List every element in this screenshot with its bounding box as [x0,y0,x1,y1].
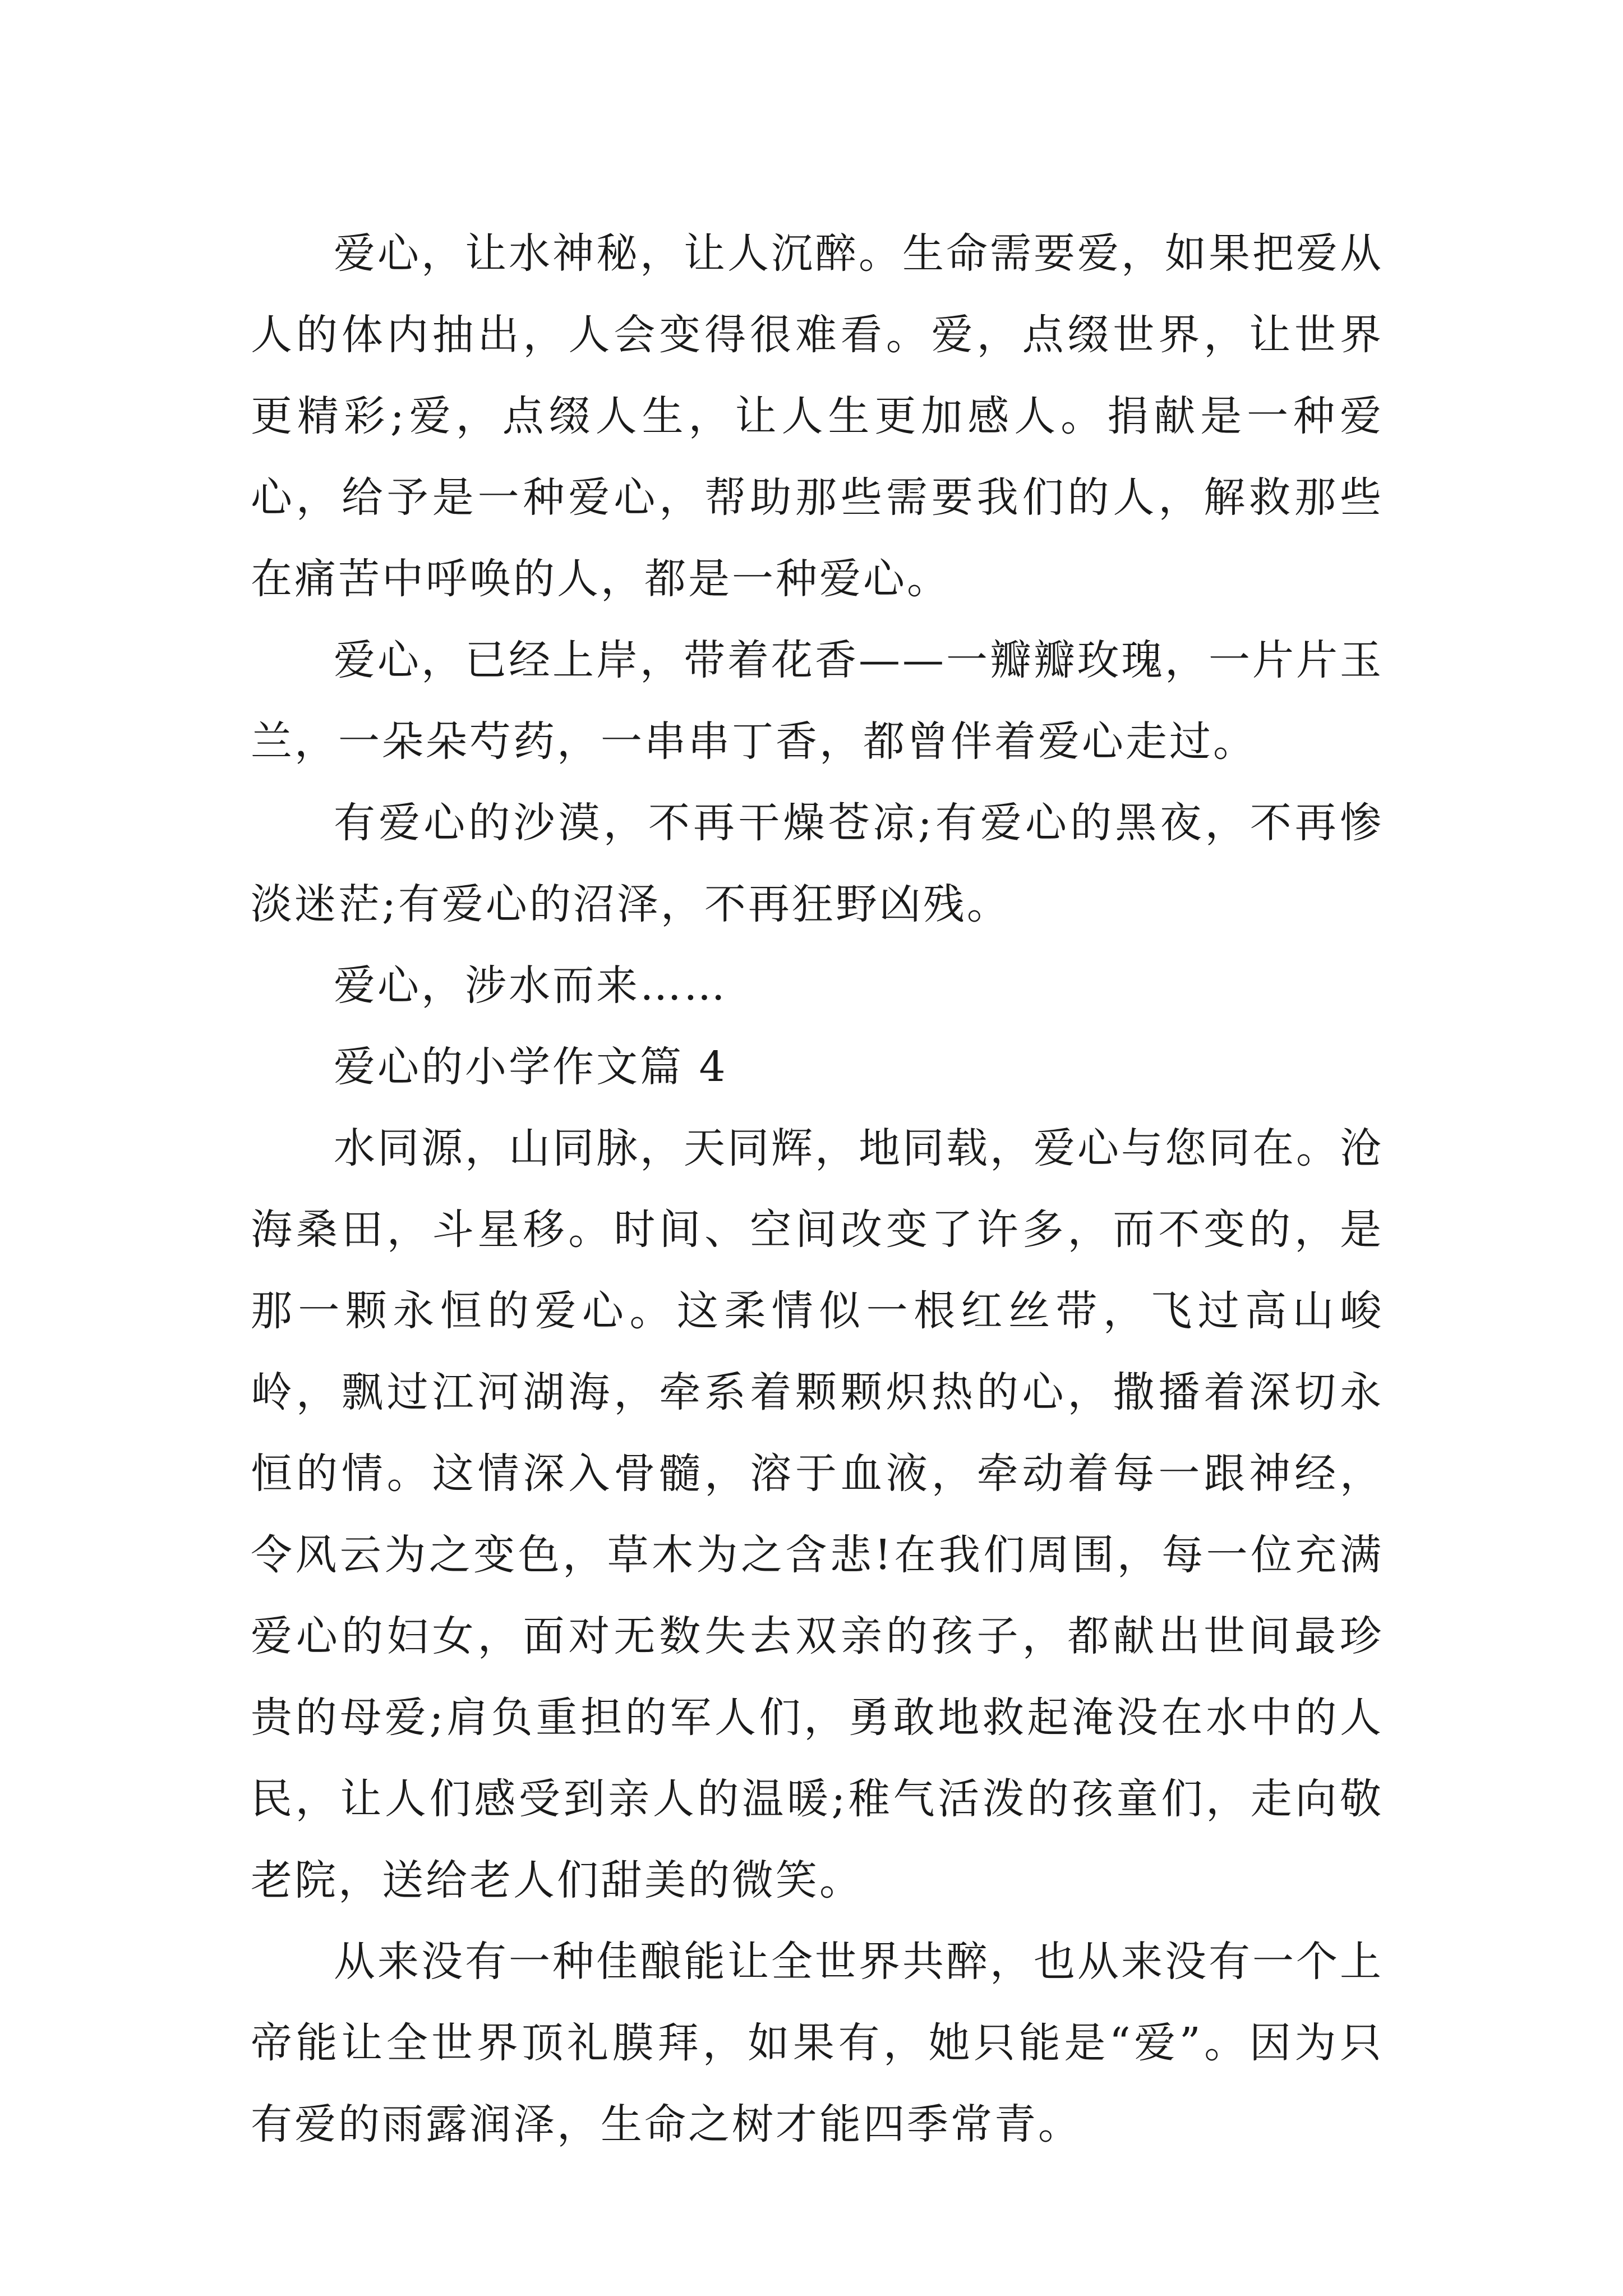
paragraph: 爱心，涉水而来…… [334,961,727,1010]
section-heading: 爱心的小学作文篇 4 [334,1043,728,1091]
document-body [251,213,1384,2165]
paragraph: 爱心，让水神秘，让人沉醉。生命需要爱，如果把爱从人的体内抽出，人会变得很难看。爱，点缀世界，让世界更精彩;爱，点缀人生，让人生更加感人。捐献是一种爱心，给予是一种爱心，帮助那些需要我们的人，解救那些在痛苦中呼唤的人，都是一种爱心。 [251,229,1384,603]
paragraph: 有爱心的沙漠，不再干燥苍凉;有爱心的黑夜，不再惨淡迷茫;有爱心的沼泽，不再狂野凶残。 [251,799,1384,928]
paragraph: 从来没有一种佳酿能让全世界共醉，也从来没有一个上帝能让全世界顶礼膜拜，如果有，她只能是“爱”。因为只有爱的雨露润泽，生命之树才能四季常青。 [251,1938,1384,2148]
paragraph: 爱心，已经上岸，带着花香——一瓣瓣玫瑰，一片片玉兰，一朵朵芍药，一串串丁香，都曾伴着爱心走过。 [251,636,1384,766]
paragraph: 水同源，山同脉，天同辉，地同载，爱心与您同在。沧海桑田，斗星移。时间、空间改变了许多，而不变的，是那一颗永恒的爱心。这柔情似一根红丝带，飞过高山峻岭，飘过江河湖海，牵系着颗颗炽热的心，撒播着深切永恒的情。这情深入骨髓，溶于血液，牵动着每一跟神经，令风云为之变色，草木为之含悲!在我们周围，每一位充满爱心的妇女，面对无数失去双亲的孩子，都献出世间最珍贵的母爱;肩负重担的军人们，勇敢地救起淹没在水中的人民，让人们感受到亲人的温暖;稚气活泼的孩童们，走向敬老院，送给老人们甜美的微笑。 [251,1124,1384,1904]
